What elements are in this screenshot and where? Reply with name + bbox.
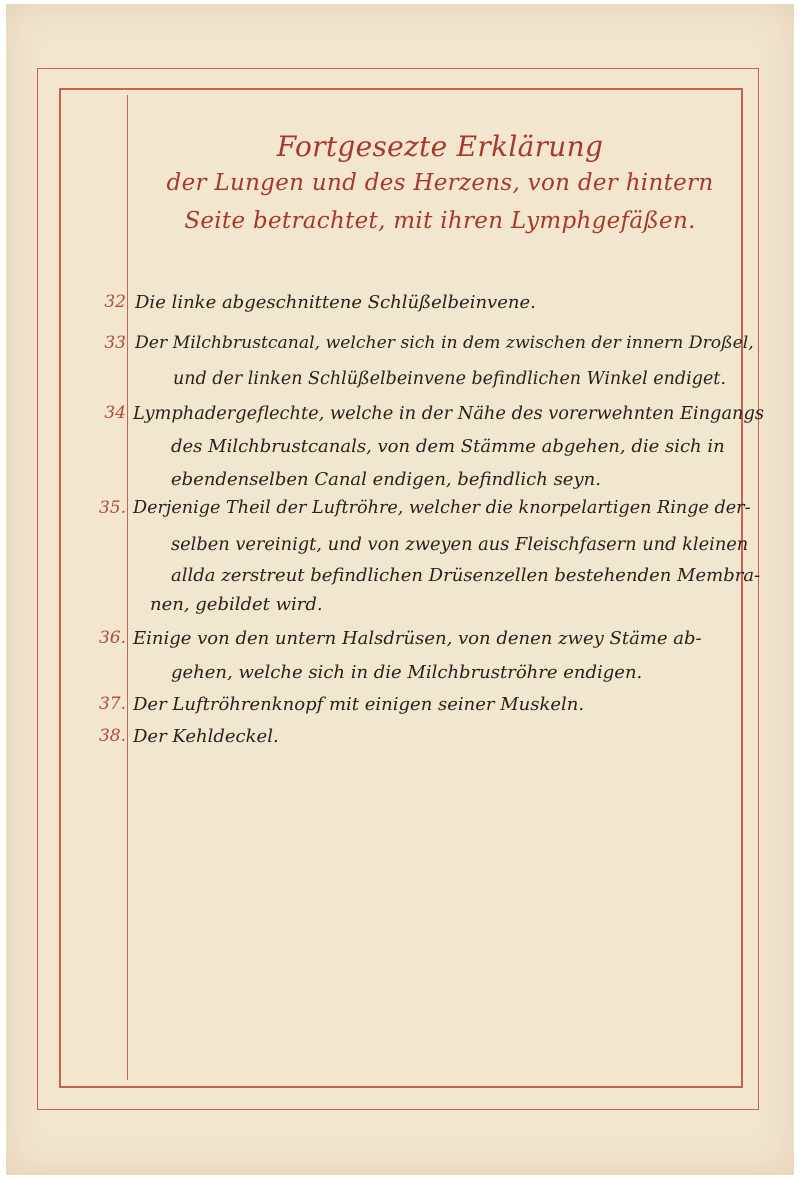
entry-text-line: gehen, welche sich in die Milchbruströhre endigen.	[171, 662, 643, 683]
entry-number: 34	[104, 403, 126, 423]
entry-text-line: allda zerstreut befindlichen Drüsenzellen bestehenden Membra-	[171, 565, 761, 586]
entry-number: 36.	[98, 628, 126, 648]
entry-text-line: Einige von den untern Halsdrüsen, von denen zwey Stäme ab-	[133, 628, 702, 649]
entry-text-line: und der linken Schlüßelbeinvene befindlichen Winkel endiget.	[173, 369, 726, 389]
entry-text-line: Der Kehldeckel.	[133, 726, 279, 747]
title-line-2: der Lungen und des Herzens, von der hintern	[166, 170, 714, 196]
entry-number: 32	[104, 292, 126, 312]
entry-text-line: ebendenselben Canal endigen, befindlich seyn.	[171, 469, 601, 490]
entry-number: 38.	[98, 726, 126, 746]
title-line-3: Seite betrachtet, mit ihren Lymphgefäßen.	[184, 208, 696, 234]
entry-text-line: Derjenige Theil der Luftröhre, welcher die knorpelartigen Ringe der-	[133, 498, 751, 518]
entry-text-line: des Milchbrustcanals, von dem Stämme abgehen, die sich in	[171, 436, 725, 457]
entry-number: 37.	[98, 694, 126, 714]
entry-text-line: nen, gebildet wird.	[150, 594, 323, 615]
entry-text-line: Die linke abgeschnittene Schlüßelbeinvene.	[135, 292, 536, 313]
entry-number: 35.	[98, 498, 126, 518]
inner-border-frame	[59, 88, 743, 1088]
title-line-1: Fortgesezte Erklärung	[276, 130, 604, 163]
margin-rule-line	[127, 95, 128, 1080]
entry-number: 33	[104, 333, 126, 353]
entry-text-line: selben vereinigt, und von zweyen aus Fleischfasern und kleinen	[171, 534, 749, 555]
entry-text-line: Lymphadergeflechte, welche in der Nähe des vorerwehnten Eingangs	[133, 403, 764, 424]
entry-text-line: Der Luftröhrenknopf mit einigen seiner Muskeln.	[133, 694, 585, 715]
entry-text-line: Der Milchbrustcanal, welcher sich in dem zwischen der innern Droßel,	[135, 333, 754, 353]
